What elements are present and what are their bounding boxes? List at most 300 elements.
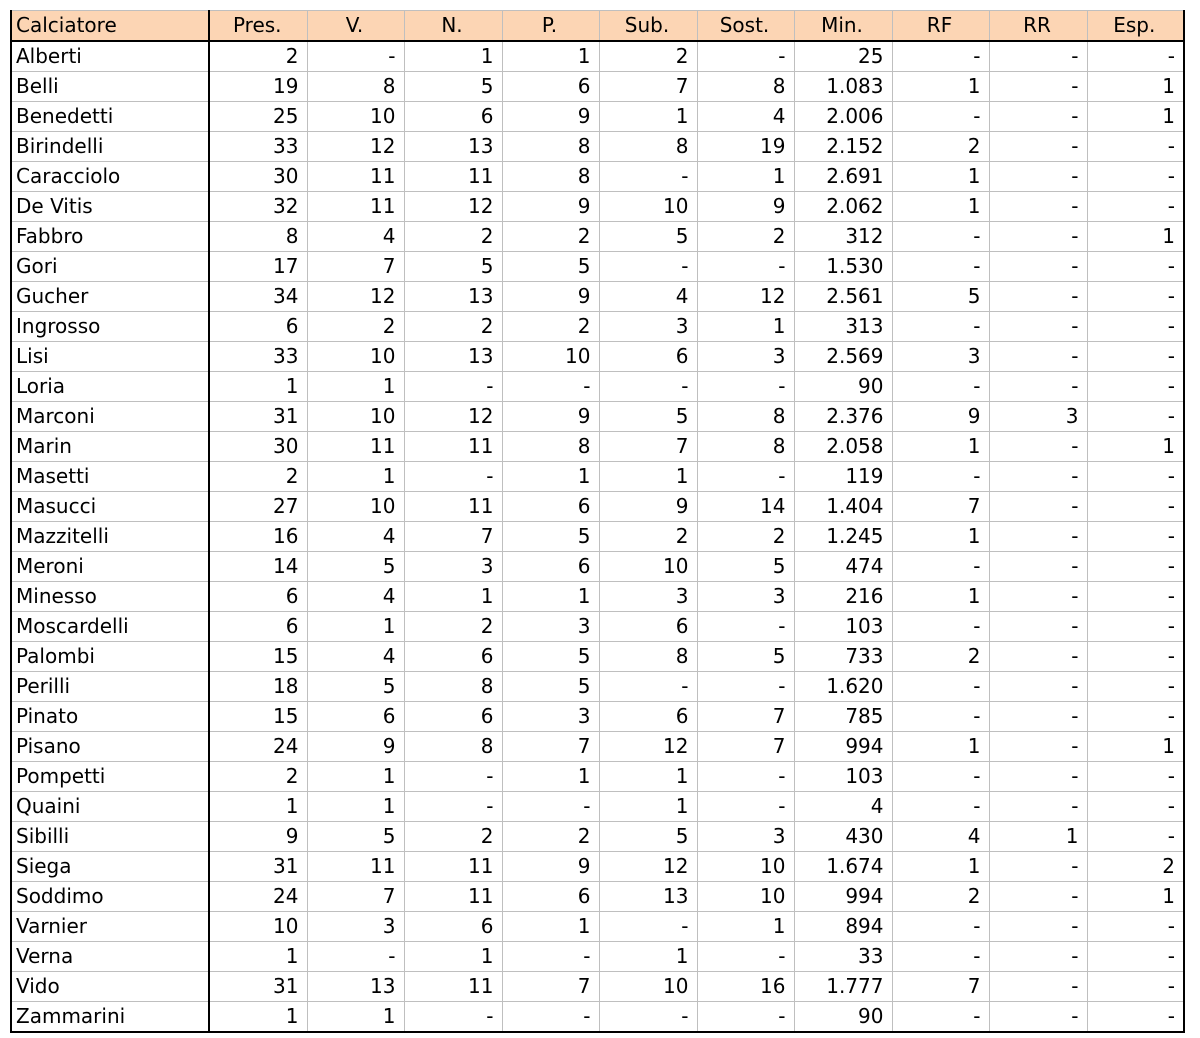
- cell-rf: -: [892, 912, 989, 942]
- cell-minuti: 1.083: [794, 72, 892, 102]
- cell-espulsioni: -: [1087, 342, 1184, 372]
- cell-subentrato: 2: [599, 41, 697, 72]
- cell-calciatore: Verna: [11, 942, 209, 972]
- cell-espulsioni: 1: [1087, 882, 1184, 912]
- cell-vittorie: 10: [307, 102, 404, 132]
- cell-sostituito: 10: [697, 852, 794, 882]
- cell-calciatore: Belli: [11, 72, 209, 102]
- cell-pareggi: 8: [404, 732, 502, 762]
- cell-espulsioni: -: [1087, 492, 1184, 522]
- cell-minuti: 994: [794, 732, 892, 762]
- table-row: [11, 1002, 1184, 1033]
- cell-espulsioni: -: [1087, 282, 1184, 312]
- cell-espulsioni: 1: [1087, 72, 1184, 102]
- table-row: [11, 372, 1184, 402]
- cell-pareggi: 2: [404, 612, 502, 642]
- cell-espulsioni: -: [1087, 372, 1184, 402]
- table-row: [11, 942, 1184, 972]
- cell-rf: -: [892, 312, 989, 342]
- cell-sostituito: 3: [697, 582, 794, 612]
- cell-espulsioni: -: [1087, 162, 1184, 192]
- cell-vittorie: 4: [307, 222, 404, 252]
- cell-espulsioni: 1: [1087, 222, 1184, 252]
- cell-sconfitte: 6: [502, 492, 599, 522]
- cell-sconfitte: 5: [502, 522, 599, 552]
- cell-presenze: 31: [209, 972, 307, 1002]
- cell-rf: 1: [892, 522, 989, 552]
- cell-minuti: 1.620: [794, 672, 892, 702]
- cell-sconfitte: 7: [502, 972, 599, 1002]
- cell-vittorie: 1: [307, 792, 404, 822]
- cell-espulsioni: -: [1087, 402, 1184, 432]
- cell-rf: 1: [892, 432, 989, 462]
- cell-rr: -: [989, 222, 1087, 252]
- cell-sconfitte: 3: [502, 702, 599, 732]
- table-row: [11, 102, 1184, 132]
- table-row: [11, 702, 1184, 732]
- cell-sostituito: 1: [697, 312, 794, 342]
- cell-rf: 1: [892, 582, 989, 612]
- cell-pareggi: 6: [404, 642, 502, 672]
- cell-calciatore: Ingrosso: [11, 312, 209, 342]
- cell-presenze: 18: [209, 672, 307, 702]
- cell-sostituito: -: [697, 762, 794, 792]
- cell-minuti: 2.569: [794, 342, 892, 372]
- cell-minuti: 25: [794, 41, 892, 72]
- cell-espulsioni: 1: [1087, 102, 1184, 132]
- cell-pareggi: 7: [404, 522, 502, 552]
- header-espulsioni: Esp.: [1087, 11, 1184, 42]
- cell-rf: -: [892, 1002, 989, 1033]
- cell-sconfitte: 3: [502, 612, 599, 642]
- cell-rr: -: [989, 672, 1087, 702]
- cell-rf: -: [892, 762, 989, 792]
- cell-presenze: 1: [209, 792, 307, 822]
- cell-vittorie: 11: [307, 432, 404, 462]
- cell-sostituito: 7: [697, 732, 794, 762]
- table-row: [11, 912, 1184, 942]
- cell-rf: 3: [892, 342, 989, 372]
- cell-minuti: 2.376: [794, 402, 892, 432]
- cell-espulsioni: -: [1087, 702, 1184, 732]
- cell-calciatore: Marin: [11, 432, 209, 462]
- cell-pareggi: 2: [404, 312, 502, 342]
- cell-vittorie: 11: [307, 162, 404, 192]
- cell-rr: -: [989, 912, 1087, 942]
- cell-rr: -: [989, 492, 1087, 522]
- cell-espulsioni: -: [1087, 252, 1184, 282]
- cell-rf: 2: [892, 882, 989, 912]
- cell-rf: -: [892, 792, 989, 822]
- cell-minuti: 1.530: [794, 252, 892, 282]
- table-row: [11, 132, 1184, 162]
- cell-espulsioni: -: [1087, 642, 1184, 672]
- cell-espulsioni: -: [1087, 132, 1184, 162]
- cell-vittorie: 10: [307, 402, 404, 432]
- cell-pareggi: 6: [404, 102, 502, 132]
- cell-sconfitte: 9: [502, 852, 599, 882]
- cell-minuti: 430: [794, 822, 892, 852]
- cell-rr: -: [989, 1002, 1087, 1033]
- cell-subentrato: 5: [599, 402, 697, 432]
- cell-rr: -: [989, 582, 1087, 612]
- cell-rf: -: [892, 612, 989, 642]
- cell-sostituito: 10: [697, 882, 794, 912]
- cell-subentrato: 8: [599, 132, 697, 162]
- cell-presenze: 2: [209, 462, 307, 492]
- cell-presenze: 1: [209, 942, 307, 972]
- cell-subentrato: 3: [599, 582, 697, 612]
- cell-presenze: 30: [209, 162, 307, 192]
- cell-sostituito: 8: [697, 402, 794, 432]
- cell-minuti: 1.674: [794, 852, 892, 882]
- cell-subentrato: 10: [599, 552, 697, 582]
- cell-subentrato: 8: [599, 642, 697, 672]
- cell-subentrato: -: [599, 372, 697, 402]
- table-row: [11, 582, 1184, 612]
- cell-sostituito: 19: [697, 132, 794, 162]
- cell-sostituito: 2: [697, 222, 794, 252]
- cell-sconfitte: -: [502, 792, 599, 822]
- cell-rr: -: [989, 102, 1087, 132]
- cell-calciatore: Masucci: [11, 492, 209, 522]
- cell-vittorie: 12: [307, 282, 404, 312]
- header-pareggi: N.: [404, 11, 502, 42]
- cell-espulsioni: -: [1087, 522, 1184, 552]
- cell-sconfitte: 8: [502, 162, 599, 192]
- cell-calciatore: Lisi: [11, 342, 209, 372]
- cell-espulsioni: -: [1087, 762, 1184, 792]
- table-body: [11, 41, 1184, 1032]
- cell-subentrato: 10: [599, 192, 697, 222]
- cell-vittorie: 12: [307, 132, 404, 162]
- cell-vittorie: 8: [307, 72, 404, 102]
- cell-vittorie: 1: [307, 762, 404, 792]
- cell-subentrato: -: [599, 912, 697, 942]
- cell-presenze: 10: [209, 912, 307, 942]
- header-row: [11, 11, 1184, 42]
- cell-subentrato: 5: [599, 822, 697, 852]
- cell-rf: 2: [892, 132, 989, 162]
- table-row: [11, 402, 1184, 432]
- cell-pareggi: 1: [404, 942, 502, 972]
- cell-sostituito: 2: [697, 522, 794, 552]
- cell-pareggi: 1: [404, 582, 502, 612]
- cell-subentrato: 9: [599, 492, 697, 522]
- cell-subentrato: -: [599, 252, 697, 282]
- table-row: [11, 792, 1184, 822]
- cell-calciatore: Soddimo: [11, 882, 209, 912]
- cell-subentrato: 13: [599, 882, 697, 912]
- cell-rr: -: [989, 522, 1087, 552]
- cell-pareggi: 11: [404, 882, 502, 912]
- table-row: [11, 492, 1184, 522]
- cell-calciatore: Birindelli: [11, 132, 209, 162]
- cell-pareggi: 12: [404, 402, 502, 432]
- cell-espulsioni: -: [1087, 912, 1184, 942]
- table-row: [11, 252, 1184, 282]
- cell-rr: -: [989, 612, 1087, 642]
- cell-presenze: 17: [209, 252, 307, 282]
- cell-rr: -: [989, 72, 1087, 102]
- header-vittorie: V.: [307, 11, 404, 42]
- table-row: [11, 762, 1184, 792]
- cell-rf: -: [892, 372, 989, 402]
- table-row: [11, 732, 1184, 762]
- cell-vittorie: 11: [307, 852, 404, 882]
- cell-sconfitte: 5: [502, 252, 599, 282]
- cell-sostituito: 12: [697, 282, 794, 312]
- cell-vittorie: 7: [307, 252, 404, 282]
- cell-presenze: 25: [209, 102, 307, 132]
- cell-calciatore: Varnier: [11, 912, 209, 942]
- cell-sostituito: 5: [697, 642, 794, 672]
- cell-presenze: 30: [209, 432, 307, 462]
- cell-rf: -: [892, 222, 989, 252]
- cell-sconfitte: 9: [502, 402, 599, 432]
- cell-rf: 1: [892, 852, 989, 882]
- cell-espulsioni: -: [1087, 612, 1184, 642]
- cell-vittorie: 1: [307, 372, 404, 402]
- table-row: [11, 522, 1184, 552]
- cell-calciatore: Minesso: [11, 582, 209, 612]
- cell-minuti: 1.777: [794, 972, 892, 1002]
- cell-calciatore: Fabbro: [11, 222, 209, 252]
- cell-espulsioni: -: [1087, 552, 1184, 582]
- cell-rr: -: [989, 282, 1087, 312]
- header-rr: RR: [989, 11, 1087, 42]
- cell-pareggi: 11: [404, 492, 502, 522]
- cell-rr: -: [989, 732, 1087, 762]
- cell-calciatore: Siega: [11, 852, 209, 882]
- cell-subentrato: 6: [599, 702, 697, 732]
- cell-minuti: 312: [794, 222, 892, 252]
- cell-minuti: 2.058: [794, 432, 892, 462]
- cell-vittorie: 5: [307, 672, 404, 702]
- cell-presenze: 6: [209, 582, 307, 612]
- cell-espulsioni: -: [1087, 972, 1184, 1002]
- cell-presenze: 31: [209, 402, 307, 432]
- header-minuti: Min.: [794, 11, 892, 42]
- cell-rr: -: [989, 252, 1087, 282]
- cell-subentrato: 1: [599, 792, 697, 822]
- cell-calciatore: Pisano: [11, 732, 209, 762]
- table-row: [11, 282, 1184, 312]
- cell-rr: -: [989, 552, 1087, 582]
- cell-pareggi: 6: [404, 912, 502, 942]
- cell-subentrato: 10: [599, 972, 697, 1002]
- cell-minuti: 313: [794, 312, 892, 342]
- cell-sostituito: 14: [697, 492, 794, 522]
- cell-vittorie: 13: [307, 972, 404, 1002]
- cell-rf: -: [892, 252, 989, 282]
- cell-sconfitte: 1: [502, 462, 599, 492]
- cell-pareggi: 2: [404, 222, 502, 252]
- cell-presenze: 14: [209, 552, 307, 582]
- cell-subentrato: 2: [599, 522, 697, 552]
- cell-pareggi: 13: [404, 132, 502, 162]
- cell-presenze: 2: [209, 762, 307, 792]
- cell-sconfitte: 6: [502, 72, 599, 102]
- cell-vittorie: -: [307, 41, 404, 72]
- cell-minuti: 2.152: [794, 132, 892, 162]
- cell-rr: -: [989, 132, 1087, 162]
- cell-sconfitte: 5: [502, 642, 599, 672]
- cell-rr: -: [989, 162, 1087, 192]
- cell-sconfitte: 6: [502, 552, 599, 582]
- cell-presenze: 1: [209, 372, 307, 402]
- cell-rf: 7: [892, 972, 989, 1002]
- cell-subentrato: 12: [599, 852, 697, 882]
- cell-presenze: 9: [209, 822, 307, 852]
- cell-subentrato: 1: [599, 942, 697, 972]
- table-row: [11, 552, 1184, 582]
- table-row: [11, 642, 1184, 672]
- cell-sconfitte: 2: [502, 222, 599, 252]
- cell-pareggi: 13: [404, 342, 502, 372]
- cell-vittorie: 10: [307, 492, 404, 522]
- cell-sconfitte: 7: [502, 732, 599, 762]
- cell-sconfitte: -: [502, 1002, 599, 1033]
- cell-sostituito: 7: [697, 702, 794, 732]
- cell-sconfitte: 2: [502, 312, 599, 342]
- cell-presenze: 24: [209, 882, 307, 912]
- table-row: [11, 192, 1184, 222]
- cell-espulsioni: -: [1087, 942, 1184, 972]
- cell-espulsioni: -: [1087, 312, 1184, 342]
- cell-sostituito: -: [697, 372, 794, 402]
- cell-calciatore: Alberti: [11, 41, 209, 72]
- cell-subentrato: 1: [599, 762, 697, 792]
- cell-presenze: 19: [209, 72, 307, 102]
- table-row: [11, 72, 1184, 102]
- table-row: [11, 462, 1184, 492]
- cell-vittorie: 9: [307, 732, 404, 762]
- cell-subentrato: 6: [599, 612, 697, 642]
- header-sostituito: Sost.: [697, 11, 794, 42]
- cell-sostituito: 5: [697, 552, 794, 582]
- cell-minuti: 33: [794, 942, 892, 972]
- table-row: [11, 222, 1184, 252]
- header-rf: RF: [892, 11, 989, 42]
- cell-vittorie: 3: [307, 912, 404, 942]
- table-row: [11, 672, 1184, 702]
- cell-presenze: 16: [209, 522, 307, 552]
- cell-sconfitte: -: [502, 942, 599, 972]
- cell-calciatore: Benedetti: [11, 102, 209, 132]
- cell-rf: -: [892, 702, 989, 732]
- cell-rf: 4: [892, 822, 989, 852]
- cell-presenze: 34: [209, 282, 307, 312]
- cell-pareggi: 5: [404, 72, 502, 102]
- cell-vittorie: 1: [307, 612, 404, 642]
- cell-subentrato: 7: [599, 432, 697, 462]
- cell-vittorie: 4: [307, 582, 404, 612]
- cell-subentrato: 1: [599, 102, 697, 132]
- cell-minuti: 4: [794, 792, 892, 822]
- cell-sostituito: 16: [697, 972, 794, 1002]
- cell-pareggi: -: [404, 462, 502, 492]
- cell-presenze: 33: [209, 132, 307, 162]
- cell-rr: -: [989, 852, 1087, 882]
- cell-sostituito: -: [697, 942, 794, 972]
- header-calciatore: Calciatore: [11, 11, 209, 42]
- cell-sconfitte: 10: [502, 342, 599, 372]
- cell-pareggi: 6: [404, 702, 502, 732]
- cell-sostituito: 1: [697, 912, 794, 942]
- cell-calciatore: De Vitis: [11, 192, 209, 222]
- cell-sconfitte: 5: [502, 672, 599, 702]
- cell-rr: -: [989, 372, 1087, 402]
- cell-presenze: 2: [209, 41, 307, 72]
- table-row: [11, 162, 1184, 192]
- cell-sostituito: 8: [697, 432, 794, 462]
- cell-subentrato: 1: [599, 462, 697, 492]
- cell-sconfitte: 1: [502, 912, 599, 942]
- cell-sconfitte: 8: [502, 132, 599, 162]
- cell-presenze: 31: [209, 852, 307, 882]
- cell-rf: 5: [892, 282, 989, 312]
- cell-sconfitte: 1: [502, 582, 599, 612]
- cell-subentrato: -: [599, 162, 697, 192]
- cell-rr: -: [989, 642, 1087, 672]
- cell-espulsioni: -: [1087, 672, 1184, 702]
- cell-calciatore: Gucher: [11, 282, 209, 312]
- cell-rr: -: [989, 432, 1087, 462]
- cell-rr: -: [989, 342, 1087, 372]
- cell-calciatore: Sibilli: [11, 822, 209, 852]
- cell-pareggi: 11: [404, 162, 502, 192]
- cell-sostituito: 4: [697, 102, 794, 132]
- cell-sconfitte: 6: [502, 882, 599, 912]
- header-presenze: Pres.: [209, 11, 307, 42]
- cell-subentrato: 7: [599, 72, 697, 102]
- cell-sostituito: -: [697, 672, 794, 702]
- cell-presenze: 15: [209, 642, 307, 672]
- cell-pareggi: 12: [404, 192, 502, 222]
- cell-rf: 1: [892, 162, 989, 192]
- cell-sconfitte: 1: [502, 41, 599, 72]
- cell-minuti: 1.404: [794, 492, 892, 522]
- cell-subentrato: 4: [599, 282, 697, 312]
- cell-sostituito: -: [697, 462, 794, 492]
- cell-sconfitte: 9: [502, 102, 599, 132]
- cell-rf: 7: [892, 492, 989, 522]
- cell-sostituito: -: [697, 612, 794, 642]
- cell-presenze: 1: [209, 1002, 307, 1033]
- table-row: [11, 432, 1184, 462]
- cell-presenze: 6: [209, 312, 307, 342]
- cell-calciatore: Loria: [11, 372, 209, 402]
- table-row: [11, 852, 1184, 882]
- cell-rf: -: [892, 41, 989, 72]
- cell-espulsioni: -: [1087, 582, 1184, 612]
- cell-minuti: 119: [794, 462, 892, 492]
- table-row: [11, 312, 1184, 342]
- cell-sostituito: -: [697, 252, 794, 282]
- cell-rr: -: [989, 882, 1087, 912]
- cell-rr: -: [989, 702, 1087, 732]
- cell-sconfitte: 2: [502, 822, 599, 852]
- cell-vittorie: 11: [307, 192, 404, 222]
- cell-minuti: 2.062: [794, 192, 892, 222]
- cell-minuti: 103: [794, 612, 892, 642]
- cell-espulsioni: 1: [1087, 432, 1184, 462]
- cell-vittorie: 4: [307, 642, 404, 672]
- cell-pareggi: -: [404, 762, 502, 792]
- header-sconfitte: P.: [502, 11, 599, 42]
- cell-pareggi: -: [404, 792, 502, 822]
